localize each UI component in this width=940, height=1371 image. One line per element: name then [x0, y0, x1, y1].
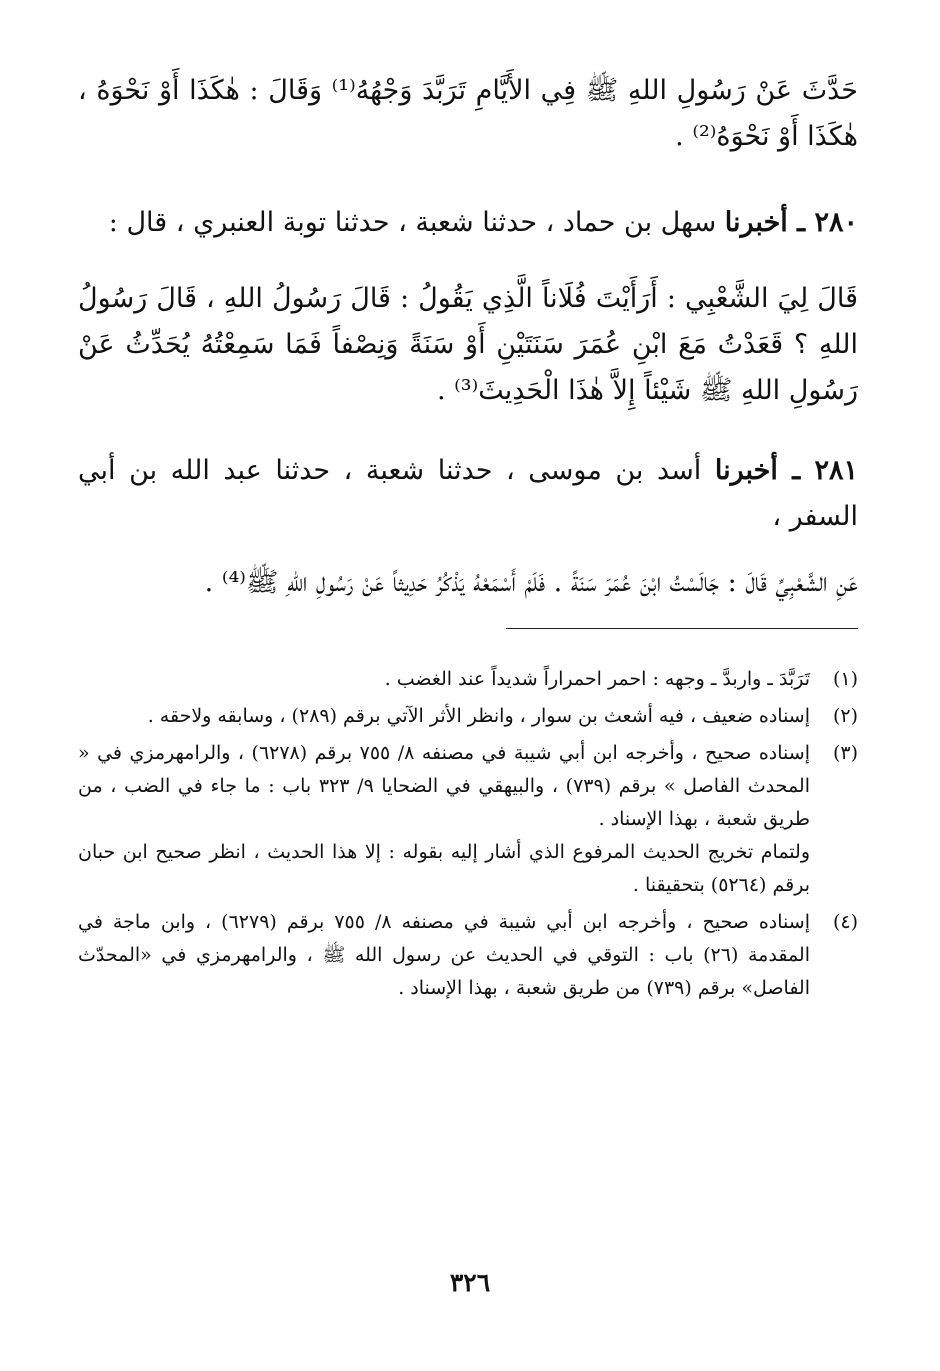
hadith-continuation: حَدَّثَ عَنْ رَسُولِ اللهِ ﷺ فِي الأَيَّامِ تَرَبَّدَ وَجْهُهُ⁽¹⁾ وَقَالَ : هٰكَذَا أَوْ نَحْوَهُ ، هٰكَذَا أَوْ نَحْوَهُ⁽²⁾ . — [78, 75, 858, 152]
footnote-text: تَرَبَّدَ ـ واربدَّ ـ وجهه : احمر احمراراً شديداً عند الغضب . — [384, 668, 810, 690]
footnote-body — [78, 700, 810, 733]
footnote-4 — [78, 906, 858, 1005]
page-content — [78, 68, 858, 1009]
footnote-number: (٢) — [832, 705, 858, 727]
hadith-281-matn: عَنِ الشَّعْبِيِّ قَالَ : جَالَسْتُ ابْنَ عُمَرَ سَنَةً . فَلَمْ أَسْمَعْهُ يَذْكُرُ حَدِيثاً عَنْ رَسُولِ اللهِ ﷺ⁽⁴⁾ . — [204, 567, 858, 598]
isnad-text: سهل بن حماد ، حدثنا شعبة ، حدثنا توبة العنبري ، قال : — [108, 207, 725, 238]
number-separator: ـ — [777, 455, 815, 486]
footnote-2 — [78, 700, 858, 733]
hadith-280-matn: قَالَ لِيَ الشَّعْبِي : أَرَأَيْتَ فُلَاناً الَّذِي يَقُولُ : قَالَ رَسُولُ اللهِ ، قَالَ رَسُولُ اللهِ ؟ قَعَدْتُ مَعَ ابْنِ عُمَرَ سَنَتَيْنِ أَوْ سَنَةً وَنِصْفاً فَمَا سَمِعْتُهُ يُحَدِّثُ عَنْ رَسُولِ اللهِ ﷺ شَيْئاً إِلاَّ هٰذَا الْحَدِيثَ⁽³⁾ . — [78, 283, 858, 406]
footnote-number: (٣) — [832, 742, 858, 764]
footnote-body — [78, 663, 810, 696]
hadith-number: ٢٨١ — [814, 455, 858, 486]
footnotes — [78, 663, 858, 1005]
isnad-text: أسد بن موسى ، حدثنا شعبة ، حدثنا عبد الله بن أبي السفر ، — [78, 455, 858, 532]
footnote-body — [78, 906, 810, 1005]
hadith-number: ٢٨٠ — [814, 207, 858, 238]
footnote-body — [78, 737, 810, 902]
footnote-number: (١) — [832, 668, 858, 690]
hadith-280-isnad — [78, 200, 858, 246]
number-separator: ـ — [787, 207, 815, 238]
footnote-text: إسناده صحيح ، وأخرجه ابن أبي شيبة في مصنفه ٨/ ٧٥٥ برقم (٦٢٧٨) ، والرامهرمزي في « المحدث الفاصل » برقم (٧٣٩) ، والبيهقي في الضحايا ٩/ ٣٢٣ باب : ما جاء في الضب ، من طريق شعبة ، بهذا الإسناد . — [78, 742, 810, 830]
footnote-number: (٤) — [832, 911, 858, 933]
footnote-3 — [78, 737, 858, 902]
footnote-text: إسناده صحيح ، وأخرجه ابن أبي شيبة في مصنفه ٨/ ٧٥٥ برقم (٦٢٧٩) ، وابن ماجة في المقدمة (٢٦) باب : التوقي في الحديث عن رسول الله ﷺ ، والرامهرمزي في «المحدّث الفاصل» برقم (٧٣٩) من طريق شعبة ، بهذا الإسناد . — [78, 911, 810, 999]
footnote-text: ولتمام تخريج الحديث المرفوع الذي أشار إليه بقوله : إلا هذا الحديث ، انظر صحيح ابن حبان برقم (٥٢٦٤) بتحقيقنا . — [78, 841, 810, 896]
narration-verb: أخبرنا — [724, 207, 788, 238]
page-number: ٣٢٦ — [449, 1268, 491, 1297]
footnote-divider — [506, 628, 858, 629]
hadith-281-isnad — [78, 448, 858, 540]
footnote-1 — [78, 663, 858, 696]
footnote-text: إسناده ضعيف ، فيه أشعث بن سوار ، وانظر الأثر الآتي برقم (٢٨٩) ، وسابقه ولاحقه . — [147, 705, 810, 727]
narration-verb: أخبرنا — [714, 455, 778, 486]
